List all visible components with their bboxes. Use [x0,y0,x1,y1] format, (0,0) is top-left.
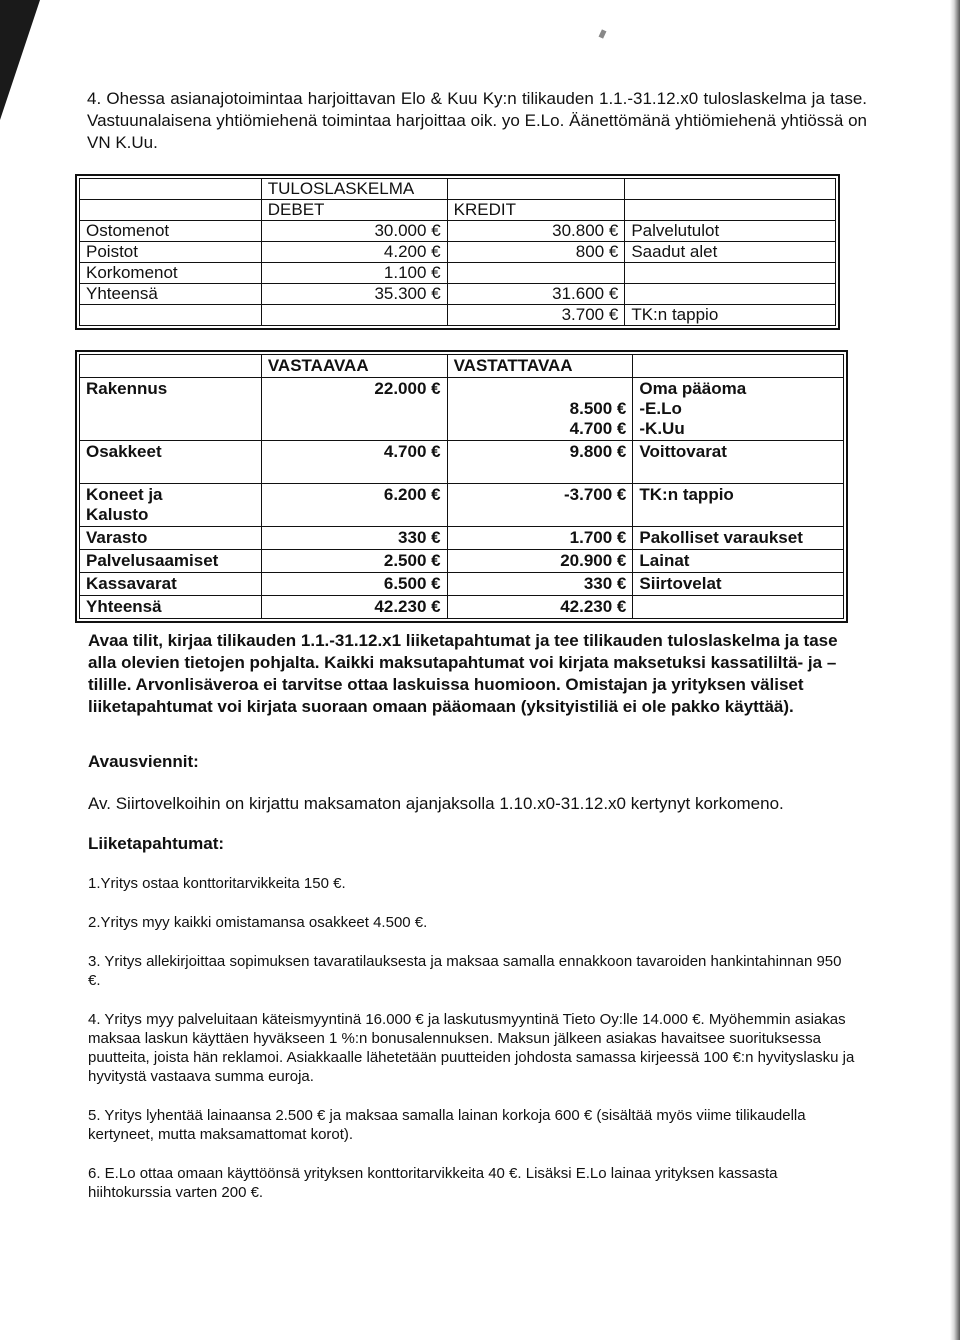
balance-vastattavaa-cell [447,527,633,550]
balance-vastaavaa-cell [261,527,447,550]
balance-right-label-cell [633,378,844,441]
liiketapahtumat-heading: Liiketapahtumat: [88,834,225,853]
balance-vastaavaa [268,399,441,419]
balance-right-label: -E.Lo [639,399,682,418]
balance-label-cell [80,484,262,527]
balance-vastaavaa: 22.000 € [374,379,441,398]
balance-vastattavaa-cell [447,484,633,527]
event-item: 1.Yritys ostaa konttoritarvikkeita 150 €. [88,875,346,892]
vastaavaa-header: VASTAAVAA [261,355,447,378]
balance-vastaavaa [268,505,441,525]
income-kredit: 30.800 € [447,221,625,242]
balance-vastaavaa-cell [261,484,447,527]
balance-vastattavaa: 20.900 € [560,551,627,570]
income-row [80,242,836,263]
balance-right-label-cell [633,550,844,573]
balance-right-label: TK:n tappio [639,485,734,504]
balance-vastaavaa-cell [261,441,447,484]
balance-right-label: Pakolliset varaukset [639,528,803,547]
balance-row [80,550,844,573]
balance-vastaavaa: 2.500 € [383,551,441,570]
balance-row [80,441,844,484]
balance-right-label: Siirtovelat [639,574,722,593]
balance-vastaavaa-cell [261,378,447,441]
balance-vastattavaa [454,505,627,525]
income-debet: 30.000 € [261,221,447,242]
balance-vastaavaa-cell [261,596,447,619]
balance-right-label: -K.Uu [639,419,685,438]
balance-right-label: Oma pääoma [639,379,747,398]
balance-vastattavaa: -3.700 € [564,485,627,504]
income-debet [261,305,447,326]
balance-right-label-cell [633,441,844,484]
balance-label: Rakennus [86,379,168,398]
balance-right-label-cell [633,596,844,619]
income-debet: 1.100 € [261,263,447,284]
balance-label-cell [80,573,262,596]
balance-vastattavaa: 1.700 € [569,528,627,547]
balance-label-cell [80,550,262,573]
income-right-label: TK:n tappio [625,305,836,326]
income-kredit [447,263,625,284]
income-label [80,305,262,326]
income-label: Poistot [80,242,262,263]
balance-vastaavaa-cell [261,573,447,596]
income-kredit: 3.700 € [447,305,625,326]
event-item: 6. E.Lo ottaa omaan käyttöönsä yrityksen konttoritarvikkeita 40 €. Lisäksi E.Lo lainaa yrityksen kassasta hiihtokurssia varten 200 €. [88,1165,778,1201]
task-instructions: Avaa tilit, kirjaa tilikauden 1.1.-31.12.x1 liiketapahtumat ja tee tilikauden tuloslaskelma ja tase alla olevien tietojen pohjalta. Kaikki maksutapahtumat voi kirjata maksetuksi kassatililtä- ja –tilille. Arvonlisäveroa ei tarvitse ottaa laskuissa huomioon. Omistajan ja yrityksen väliset liiketapahtumat voi kirjata suoraan omaan pääomaan (yksityistiliä ei ole pakko käyttää). [88,631,838,716]
income-header-row [80,200,836,221]
balance-vastaavaa-cell [261,550,447,573]
balance-right-label-cell [633,573,844,596]
income-statement-table [79,178,836,326]
balance-right-label-cell [633,484,844,527]
kredit-header: KREDIT [447,200,625,221]
income-label: Ostomenot [80,221,262,242]
balance-label: Palvelusaamiset [86,551,219,570]
balance-row [80,484,844,527]
event-item: 5. Yritys lyhentää lainaansa 2.500 € ja maksaa samalla lainan korkoja 600 € (sisältää myös viime tilikaudella kertyneet, mutta maksamattomat korot). [88,1107,806,1143]
avausviennit-heading: Avausviennit: [88,752,199,771]
balance-label-cell [80,527,262,550]
scan-shadow-right [950,0,960,1340]
balance-vastaavaa: 42.230 € [374,597,441,616]
balance-label [86,462,255,482]
balance-label: Yhteensä [86,597,162,616]
balance-vastattavaa-cell [447,550,633,573]
avausviennit-text: Av. Siirtovelkoihin on kirjattu maksamaton ajanjaksolla 1.10.x0-31.12.x0 kertynyt korkomeno. [88,794,784,813]
income-right-label: Palvelutulot [625,221,836,242]
balance-right-label-cell [633,527,844,550]
balance-vastattavaa: 9.800 € [569,442,627,461]
balance-vastaavaa: 6.500 € [383,574,441,593]
income-row [80,305,836,326]
income-debet: 35.300 € [261,284,447,305]
balance-label: Koneet ja [86,485,163,504]
income-kredit: 31.600 € [447,284,625,305]
event-item: 3. Yritys allekirjoittaa sopimuksen tavaratilauksesta ja maksaa samalla ennakkoon tavaroiden hankintahinnan 950 €. [88,953,842,989]
balance-vastattavaa [454,462,627,482]
event-item: 2.Yritys myy kaikki omistamansa osakkeet 4.500 €. [88,914,428,931]
balance-vastaavaa: 4.700 € [383,442,441,461]
balance-vastattavaa-cell [447,378,633,441]
balance-rows [80,378,844,619]
income-row [80,263,836,284]
balance-row [80,596,844,619]
balance-vastattavaa: 8.500 € [569,399,627,418]
balance-label: Varasto [86,528,148,547]
debet-header: DEBET [261,200,447,221]
income-row [80,221,836,242]
income-debet: 4.200 € [261,242,447,263]
balance-vastattavaa [454,379,627,399]
balance-sheet-table [79,354,844,619]
balance-label: Osakkeet [86,442,162,461]
income-right-label [625,284,836,305]
balance-right-label: Voittovarat [639,442,727,461]
balance-label [86,419,255,439]
scan-shadow-left [0,0,40,120]
event-item: 4. Yritys myy palveluitaan käteismyyntinä 16.000 € ja laskutusmyyntinä Tieto Oy:lle 14.000 €. Myöhemmin asiakas maksaa laskun käyttäen hyväkseen 1 %:n bonusalennuksen. Maksun jälkeen asiakas havaitsee suorituksessa puutteita, joista hän reklamoi. Asiakkaalle lähetetään puutteiden johdosta samassa kirjeessä 100 €:n hyvityslasku ja hyvitystä vastaava summa euroja. [88,1011,855,1085]
income-right-label: Saadut alet [625,242,836,263]
balance-label-cell [80,441,262,484]
balance-row [80,527,844,550]
income-row [80,284,836,305]
balance-vastaavaa [268,419,441,439]
balance-label-cell [80,596,262,619]
balance-right-label [639,505,837,525]
balance-vastattavaa: 330 € [583,574,627,593]
income-label: Yhteensä [80,284,262,305]
balance-right-label [639,462,837,482]
balance-right-label: Lainat [639,551,690,570]
balance-vastattavaa-cell [447,441,633,484]
balance-header-row [80,355,844,378]
income-kredit: 800 € [447,242,625,263]
scan-speck [599,29,607,38]
balance-vastaavaa [268,462,441,482]
intro-paragraph: 4. Ohessa asianajotoimintaa harjoittavan Elo & Kuu Ky:n tilikauden 1.1.-31.12.x0 tuloslaskelma ja tase. Vastuunalaisena yhtiömiehenä toimintaa harjoittaa oik. yo E.Lo. Äänettömänä yhtiömiehenä yhtiössä on VN K.Uu. [87,89,867,152]
balance-row [80,573,844,596]
balance-row [80,378,844,441]
balance-vastattavaa: 42.230 € [560,597,627,616]
income-label: Korkomenot [80,263,262,284]
balance-vastaavaa: 6.200 € [383,485,441,504]
balance-vastattavaa-cell [447,573,633,596]
balance-vastattavaa-cell [447,596,633,619]
balance-vastaavaa: 330 € [398,528,441,547]
balance-vastattavaa: 4.700 € [569,419,627,438]
balance-label: Kassavarat [86,574,177,593]
vastattavaa-header: VASTATTAVAA [447,355,633,378]
income-title-row [80,179,836,200]
income-right-label [625,263,836,284]
event-list [88,874,858,1222]
balance-label: Kalusto [86,505,149,524]
balance-right-label [639,597,837,617]
balance-label [86,399,255,419]
exercise-intro [87,88,867,154]
income-statement-title: TULOSLASKELMA [261,179,447,200]
balance-label-cell [80,378,262,441]
